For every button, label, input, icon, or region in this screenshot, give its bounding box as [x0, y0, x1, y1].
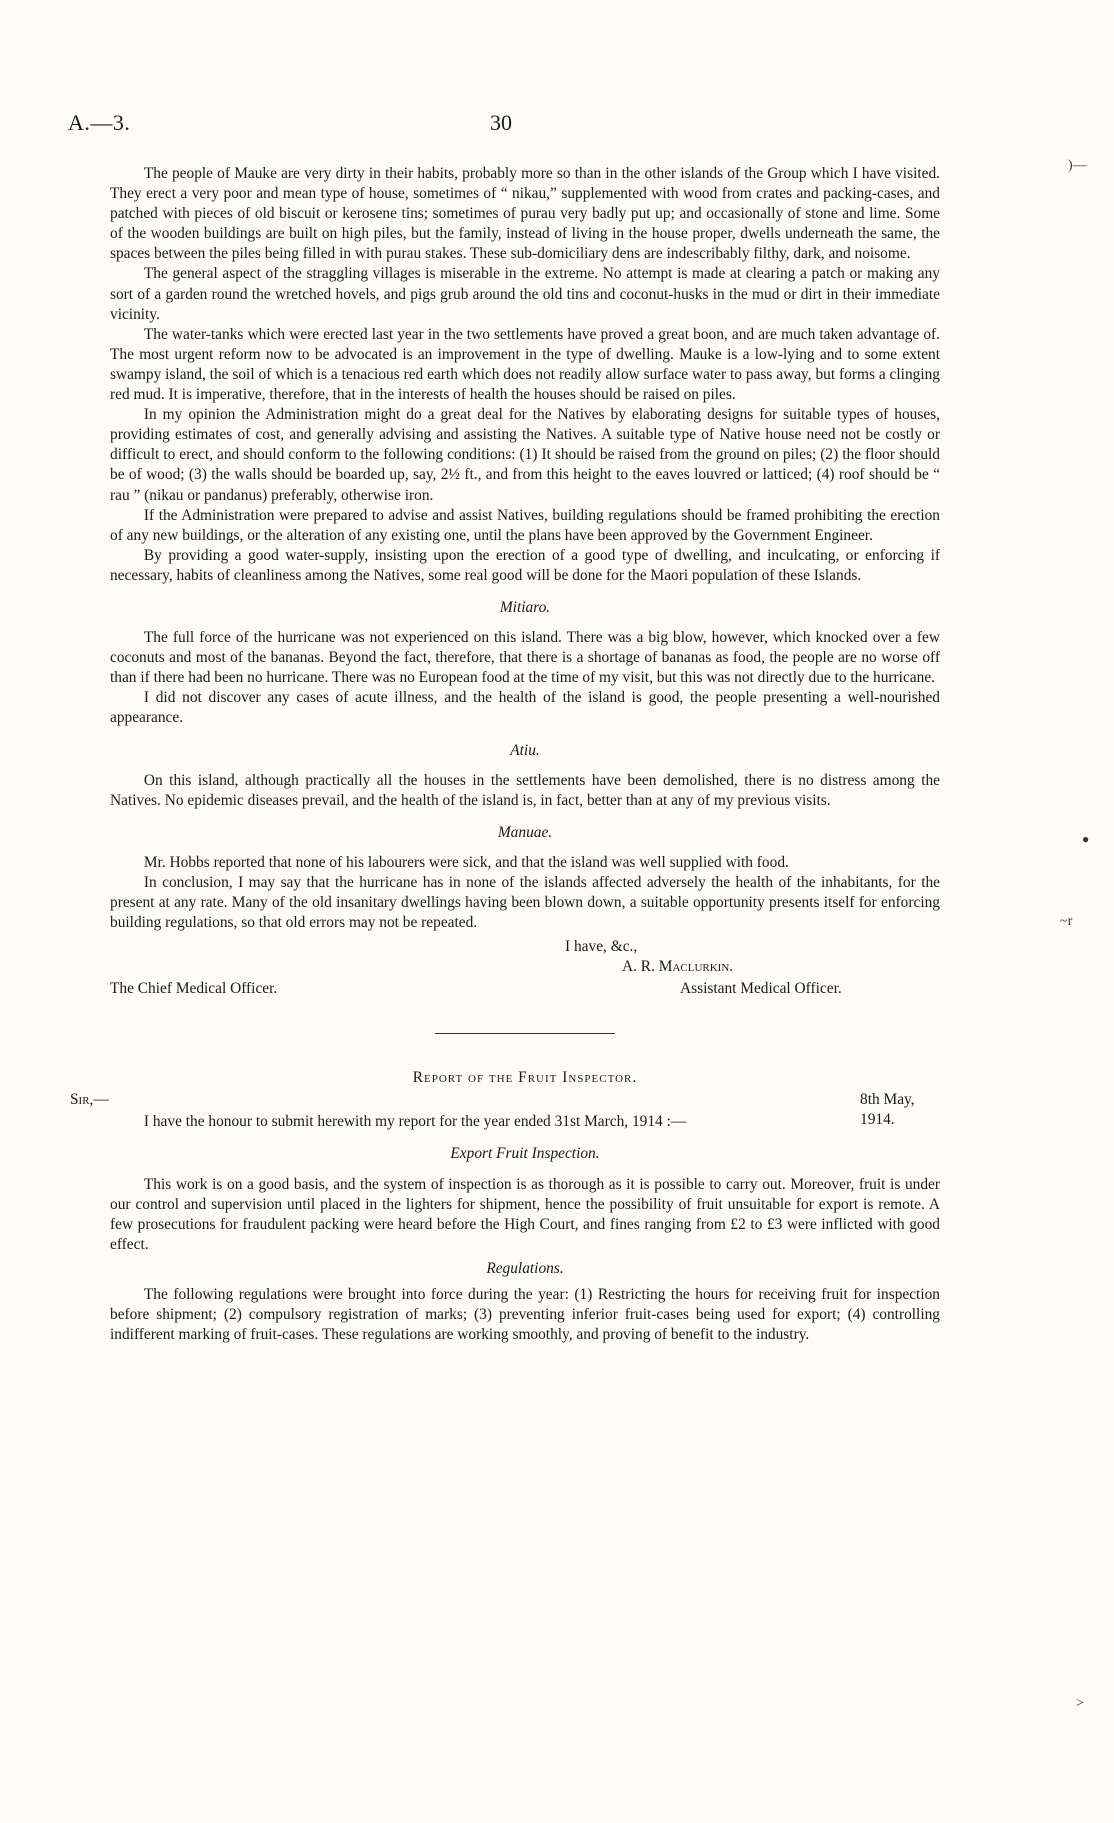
document-code: A.—3. [68, 110, 131, 135]
salutation: Sir,— [70, 1091, 109, 1109]
margin-mark: > [1076, 1696, 1084, 1711]
paragraph: The following regulations were brought into force during the year: (1) Restricting the hours for receiving fruit for inspection before shipment; (2) compulsory registration of marks; (3) preventing inferior fruit-cases being used for export; (4) controlling indifferent marking of fruit-cases. These regulations are working smoothly, and proving of benefit to the industry. [110, 1286, 940, 1344]
paragraph: If the Administration were prepared to advise and assist Natives, building regulations should be framed prohibiting the erection of any new buildings, or the alteration of any existing one, until the plans have been approved by the Government Engineer. [110, 506, 940, 544]
paragraph: I did not discover any cases of acute illness, and the health of the island is good, the people presenting a well-nourished appearance. [110, 689, 940, 727]
report-title: Report of the Fruit Inspector. [412, 1069, 638, 1087]
section-heading: Export Fruit Inspection. [450, 1145, 600, 1163]
document-body [70, 164, 940, 1345]
signatory-role: Assistant Medical Officer. [680, 980, 842, 998]
paragraph: The water-tanks which were erected last year in the two settlements have proved a great boon, and are much taken advantage of. The most urgent reform now to be advocated is an improvement in the type of dwelling. Mauke is a low-lying and to some extent swampy island, the soil of which is a tenacious red earth which does not readily allow surface water to pass away, but forms a clinging red mud. It is imperative, therefore, that in the interests of health the houses should be raised on piles. [110, 325, 940, 404]
signature-block [110, 937, 940, 1003]
report-date: 8th May, 1914. [860, 1091, 915, 1129]
mitiaro-section [110, 598, 940, 729]
atiu-section [110, 741, 940, 811]
paragraph: The people of Mauke are very dirty in their habits, probably more so than in the other islands of the Group which I have visited. They erect a very poor and mean type of house, sometimes of “ nikau,” supplemented with wood from crates and packing-cases, and patched with pieces of old biscuit or kerosene tins; sometimes of purau very badly put up; and occasionally of stone and lime. Some of the wooden buildings are built on high piles, but the family, instead of living in the house proper, dwells underneath the same, the spaces between the piles being filled in with purau stakes. These sub-domiciliary dens are indescribably filthy, dark, and noisome. [110, 165, 940, 263]
margin-mark: ~r [1060, 914, 1073, 929]
signatory-name: A. R. Maclurkin. [622, 958, 734, 976]
margin-dot: ● [1082, 832, 1090, 846]
margin-mark: )— [1068, 158, 1087, 173]
paragraph: The general aspect of the straggling villages is miserable in the extreme. No attempt is made at clearing a patch or making any sort of a garden round the wretched hovels, and pigs grub around the old tins and coconut-husks in the mud or dirt in their immediate vicinity. [110, 265, 940, 323]
page-number: 30 [490, 110, 512, 135]
paragraph: Mr. Hobbs reported that none of his labourers were sick, and that the island was well supplied with food. [143, 853, 789, 871]
section-heading: Mitiaro. [499, 598, 551, 616]
paragraph: In my opinion the Administration might do a great deal for the Natives by elaborating designs for suitable types of houses, providing estimates of cost, and generally advising and assisting the Natives. A suitable type of Native house need not be costly or difficult to erect, and should conform to the following conditions: (1) It should be raised from the ground on piles; (2) the floor should be of wood; (3) the walls should be boarded up, say, 2½ ft., and from this height to the eaves louvred or latticed; (4) roof should be “ rau ” (nikau or pandanus) preferably, otherwise iron. [110, 406, 940, 504]
paragraph: By providing a good water-supply, insisting upon the erection of a good type of dwelling, and inculcating, or enforcing if necessary, habits of cleanliness among the Natives, some real good will be done for the Maori population of these Islands. [110, 546, 940, 584]
section-heading: Regulations. [486, 1259, 564, 1277]
paragraph: This work is on a good basis, and the system of inspection is as thorough as it is possible to carry out. Moreover, fruit is under our control and supervision until placed in the lighters for shipment, hence the possibility of fruit unsuitable for export is remote. A few prosecutions for fraudulent packing were heard before the High Court, and fines ranging from £2 to £3 were inflicted with good effect. [110, 1175, 940, 1253]
closing: I have, &c., [565, 938, 638, 956]
fruit-inspector-report [70, 1068, 940, 1345]
manuae-section [110, 823, 940, 933]
section-divider [435, 1033, 615, 1034]
paragraph: I have the honour to submit herewith my report for the year ended 31st March, 1914 :— [143, 1113, 687, 1131]
section-heading: Atiu. [510, 741, 540, 759]
paragraph: On this island, although practically all the houses in the settlements have been demolished, there is no distress among the Natives. No epidemic diseases prevail, and the health of the island is, in fact, better than at any of my previous visits. [110, 771, 940, 809]
paragraph: In conclusion, I may say that the hurricane has in none of the islands affected adversely the health of the inhabitants, for the present at any rate. Many of the old insanitary dwellings having been blown down, a suitable opportunity presents itself for enforcing building regulations, so that old errors may not be repeated. [110, 874, 940, 932]
addressee: The Chief Medical Officer. [110, 980, 278, 998]
section-heading: Manuae. [497, 823, 553, 841]
mauke-section [110, 164, 940, 586]
paragraph: The full force of the hurricane was not experienced on this island. There was a big blow, however, which knocked over a few coconuts and most of the bananas. Beyond the fact, therefore, that there is a shortage of bananas as food, the people are no worse off than if there had been no hurricane. There was no European food at the time of my visit, but this was not directly due to the hurricane. [110, 629, 940, 687]
